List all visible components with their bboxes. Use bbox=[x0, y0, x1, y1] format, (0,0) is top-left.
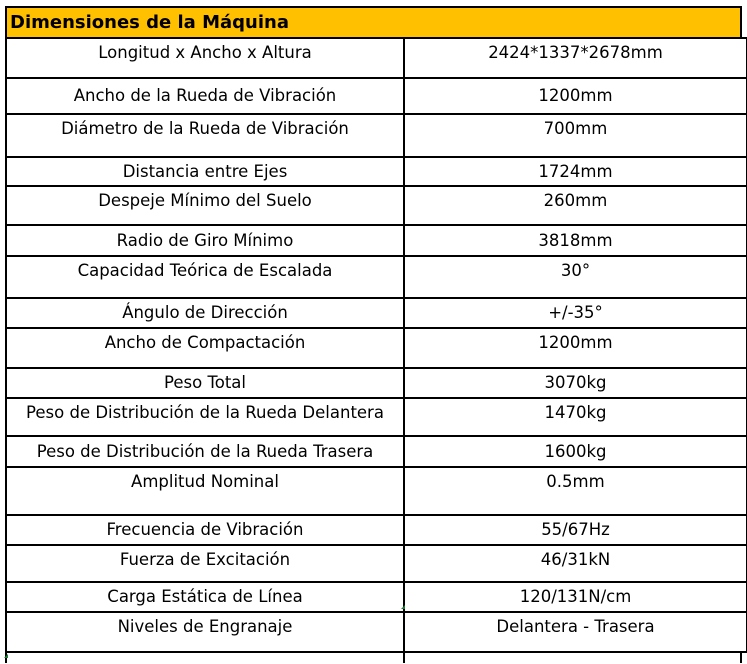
spec-label: Capacidad Teórica de Escalada bbox=[77, 261, 333, 280]
spec-label: Frecuencia de Vibración bbox=[106, 520, 304, 539]
spec-label-cell[interactable] bbox=[6, 256, 404, 298]
spec-label: Peso de Distribución de la Rueda Trasera bbox=[36, 441, 374, 461]
spec-value: 2424*1337*2678mm bbox=[488, 43, 663, 62]
spec-value: 0.5mm bbox=[546, 472, 605, 491]
spec-value-cell[interactable] bbox=[404, 157, 747, 186]
table-row bbox=[6, 612, 747, 652]
table-row bbox=[6, 256, 747, 298]
spec-value-cell[interactable] bbox=[404, 436, 747, 467]
cell-comment-marker bbox=[4, 654, 8, 658]
table-row bbox=[6, 582, 747, 612]
spec-value: 1600kg bbox=[544, 441, 607, 461]
spec-label-cell[interactable] bbox=[6, 328, 404, 368]
table-row bbox=[6, 398, 747, 436]
spec-value: Delantera - Trasera bbox=[496, 617, 655, 636]
table-row bbox=[6, 157, 747, 186]
spec-label-cell[interactable] bbox=[6, 515, 404, 545]
spec-label: Radio de Giro Mínimo bbox=[116, 230, 294, 250]
table-row bbox=[6, 368, 747, 398]
spec-label: Niveles de Engranaje bbox=[117, 617, 293, 636]
spec-value-cell[interactable] bbox=[404, 225, 747, 256]
spec-label: Despeje Mínimo del Suelo bbox=[98, 191, 312, 210]
spec-label-cell[interactable] bbox=[6, 467, 404, 515]
spec-value: 1470kg bbox=[544, 403, 607, 422]
table-row bbox=[6, 467, 747, 515]
spec-value: 3070kg bbox=[544, 373, 607, 392]
spec-label-cell[interactable] bbox=[6, 157, 404, 186]
spec-label-cell[interactable] bbox=[6, 612, 404, 652]
spec-label-cell[interactable] bbox=[6, 398, 404, 436]
spec-value: 120/131N/cm bbox=[519, 587, 632, 606]
spec-label: Longitud x Ancho x Altura bbox=[98, 43, 312, 62]
spec-value-cell[interactable] bbox=[404, 368, 747, 398]
table-row bbox=[6, 225, 747, 256]
spec-value: 260mm bbox=[543, 191, 608, 210]
spec-value: 46/31kN bbox=[540, 550, 611, 569]
spec-value-cell[interactable] bbox=[404, 545, 747, 582]
table-row bbox=[6, 38, 747, 78]
spec-label-cell[interactable] bbox=[6, 225, 404, 256]
spec-value-cell[interactable] bbox=[404, 582, 747, 612]
spec-value-cell[interactable] bbox=[404, 298, 747, 328]
table-row bbox=[6, 298, 747, 328]
spec-value: 1200mm bbox=[538, 333, 613, 352]
spec-value: +/-35° bbox=[548, 303, 603, 322]
cell-comment-marker bbox=[401, 605, 405, 609]
spec-label-cell[interactable] bbox=[6, 298, 404, 328]
spec-label-cell[interactable] bbox=[6, 545, 404, 582]
spec-value-cell[interactable] bbox=[404, 612, 747, 652]
spec-value-cell[interactable] bbox=[404, 515, 747, 545]
spec-value: 700mm bbox=[543, 119, 608, 138]
spec-value-cell[interactable] bbox=[404, 467, 747, 515]
table-row bbox=[6, 186, 747, 225]
spec-label: Fuerza de Excitación bbox=[119, 550, 291, 569]
spec-value-cell[interactable] bbox=[404, 78, 747, 114]
spec-label: Distancia entre Ejes bbox=[122, 161, 288, 181]
spec-label: Amplitud Nominal bbox=[131, 472, 279, 491]
spec-label-cell[interactable] bbox=[6, 78, 404, 114]
spec-label-cell[interactable] bbox=[6, 186, 404, 225]
spec-value: 3818mm bbox=[538, 230, 613, 250]
table-tail bbox=[5, 653, 742, 663]
spec-label: Ángulo de Dirección bbox=[122, 303, 288, 322]
spec-label-cell[interactable] bbox=[6, 436, 404, 467]
spec-label: Ancho de Compactación bbox=[104, 333, 306, 352]
spec-label-cell[interactable] bbox=[6, 582, 404, 612]
spec-label-cell[interactable] bbox=[6, 368, 404, 398]
spec-value-cell[interactable] bbox=[404, 186, 747, 225]
spec-value-cell[interactable] bbox=[404, 328, 747, 368]
spec-value: 1200mm bbox=[538, 86, 613, 105]
spec-value-cell[interactable] bbox=[404, 114, 747, 157]
specs-table bbox=[5, 37, 747, 653]
table-row bbox=[6, 78, 747, 114]
column-divider bbox=[403, 653, 405, 663]
spec-label: Carga Estática de Línea bbox=[107, 587, 303, 606]
spec-label: Ancho de la Rueda de Vibración bbox=[73, 86, 337, 105]
spec-label-cell[interactable] bbox=[6, 38, 404, 78]
table-row bbox=[6, 515, 747, 545]
spec-value-cell[interactable] bbox=[404, 398, 747, 436]
spec-label: Diámetro de la Rueda de Vibración bbox=[61, 119, 349, 138]
spec-label-cell[interactable] bbox=[6, 114, 404, 157]
table-title bbox=[5, 6, 742, 37]
table-row bbox=[6, 328, 747, 368]
spec-value-cell[interactable] bbox=[404, 38, 747, 78]
spec-sheet bbox=[5, 6, 742, 663]
spec-value-cell[interactable] bbox=[404, 256, 747, 298]
spec-value: 55/67Hz bbox=[541, 520, 610, 539]
table-row bbox=[6, 114, 747, 157]
spec-label: Peso Total bbox=[164, 373, 246, 392]
table-row bbox=[6, 436, 747, 467]
spec-value: 30° bbox=[560, 261, 591, 280]
spec-label: Peso de Distribución de la Rueda Delantera bbox=[26, 403, 384, 422]
table-title-text: Dimensiones de la Máquina bbox=[10, 12, 289, 33]
spec-value: 1724mm bbox=[538, 161, 613, 181]
table-row bbox=[6, 545, 747, 582]
